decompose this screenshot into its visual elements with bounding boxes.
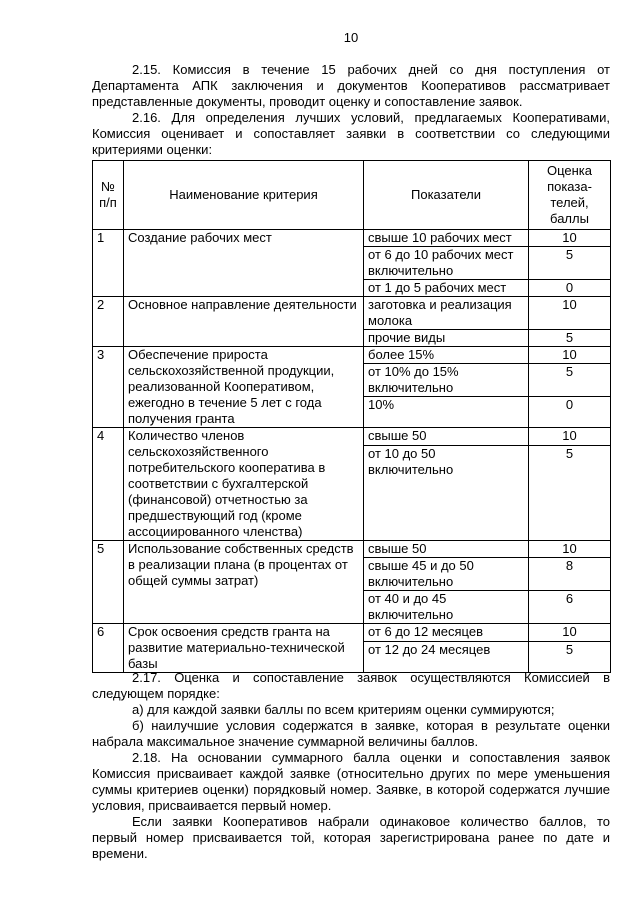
indicator: от 1 до 5 рабочих мест [364,280,529,297]
table-row [93,230,611,247]
criterion-name: Обеспечение прироста сельскохозяйственной продукции, реализованной Кооперативом, ежегодно в течение 5 лет с года получения гранта [124,347,364,428]
indicator: свыше 50 [364,541,529,558]
indicator: от 6 до 12 месяцев [364,624,529,642]
score: 10 [529,428,611,446]
indicator: свыше 45 и до 50 включительно [364,558,529,591]
indicator: более 15% [364,347,529,364]
criterion-num: 5 [93,541,124,624]
score: 8 [529,558,611,591]
table-row [93,297,611,330]
score: 0 [529,397,611,428]
header-score: Оценка показа-телей, баллы [529,161,611,230]
criterion-name: Срок освоения средств гранта на развитие материально-технической базы [124,624,364,673]
table-row [93,347,611,364]
page-number: 10 [343,30,359,45]
indicator: от 40 и до 45 включительно [364,591,529,624]
score: 0 [529,280,611,297]
score: 5 [529,642,611,673]
indicator: от 6 до 10 рабочих мест включительно [364,247,529,280]
criterion-num: 6 [93,624,124,673]
table-row [93,541,611,558]
header-indicators: Показатели [364,161,529,230]
indicator: от 12 до 24 месяцев [364,642,529,673]
paragraph-2-18: 2.18. На основании суммарного балла оценки и сопоставления заявок Комиссия присваивает каждой заявке (относительно других по мере уменьшения суммы критериев оценки) порядковый номер. Заявке, в которой содержатся лучшие условия, присваивается первый номер. [92,750,610,813]
score: 6 [529,591,611,624]
indicator: свыше 50 [364,428,529,446]
indicator: свыше 10 рабочих мест [364,230,529,247]
table-row [93,624,611,642]
score: 5 [529,364,611,397]
score: 10 [529,297,611,330]
criterion-name: Создание рабочих мест [124,230,364,297]
header-name: Наименование критерия [124,161,364,230]
criteria-table [92,160,611,673]
score: 5 [529,247,611,280]
paragraphs-after [92,670,610,862]
criterion-num: 3 [93,347,124,428]
criterion-num: 2 [93,297,124,347]
criterion-num: 1 [93,230,124,297]
criterion-name: Количество членов сельскохозяйственного потребительского кооператива в соответствии с бухгалтерской (финансовой) отчетностью за предшествующий год (кроме ассоциированного членства) [124,428,364,541]
table-header-row [93,161,611,230]
score: 5 [529,330,611,347]
indicator: заготовка и реализация молока [364,297,529,330]
header-num: № п/п [93,161,124,230]
paragraph-2-17-a: а) для каждой заявки баллы по всем критериям оценки суммируются; [132,702,555,717]
paragraph-2-15: 2.15. Комиссия в течение 15 рабочих дней со дня поступления от Департамента АПК заключения и документов Кооперативов рассматривает представленные документы, проводит оценку и сопоставление заявок. [92,62,610,109]
indicator: прочие виды [364,330,529,347]
paragraph-2-17-b: б) наилучшие условия содержатся в заявке, которая в результате оценки набрала максимальное значение суммарной величины баллов. [92,718,610,749]
criterion-num: 4 [93,428,124,541]
paragraph-2-17: 2.17. Оценка и сопоставление заявок осуществляются Комиссией в следующем порядке: [92,670,610,701]
criterion-name: Основное направление деятельности [124,297,364,347]
score: 10 [529,347,611,364]
indicator: 10% [364,397,529,428]
table-row [93,428,611,446]
paragraph-tie-rule: Если заявки Кооперативов набрали одинаковое количество баллов, то первый номер присваивается той, которая зарегистрирована ранее по дате и времени. [92,814,610,861]
paragraph-2-16: 2.16. Для определения лучших условий, предлагаемых Кооперативами, Комиссия оценивает и сопоставляет заявки в соответствии со следующими критериями оценки: [92,110,610,157]
score: 10 [529,541,611,558]
indicator: от 10% до 15% включительно [364,364,529,397]
score: 10 [529,624,611,642]
criterion-name: Использование собственных средств в реализации плана (в процентах от общей суммы затрат) [124,541,364,624]
score: 10 [529,230,611,247]
score: 5 [529,446,611,541]
indicator: от 10 до 50 включительно [364,446,529,541]
